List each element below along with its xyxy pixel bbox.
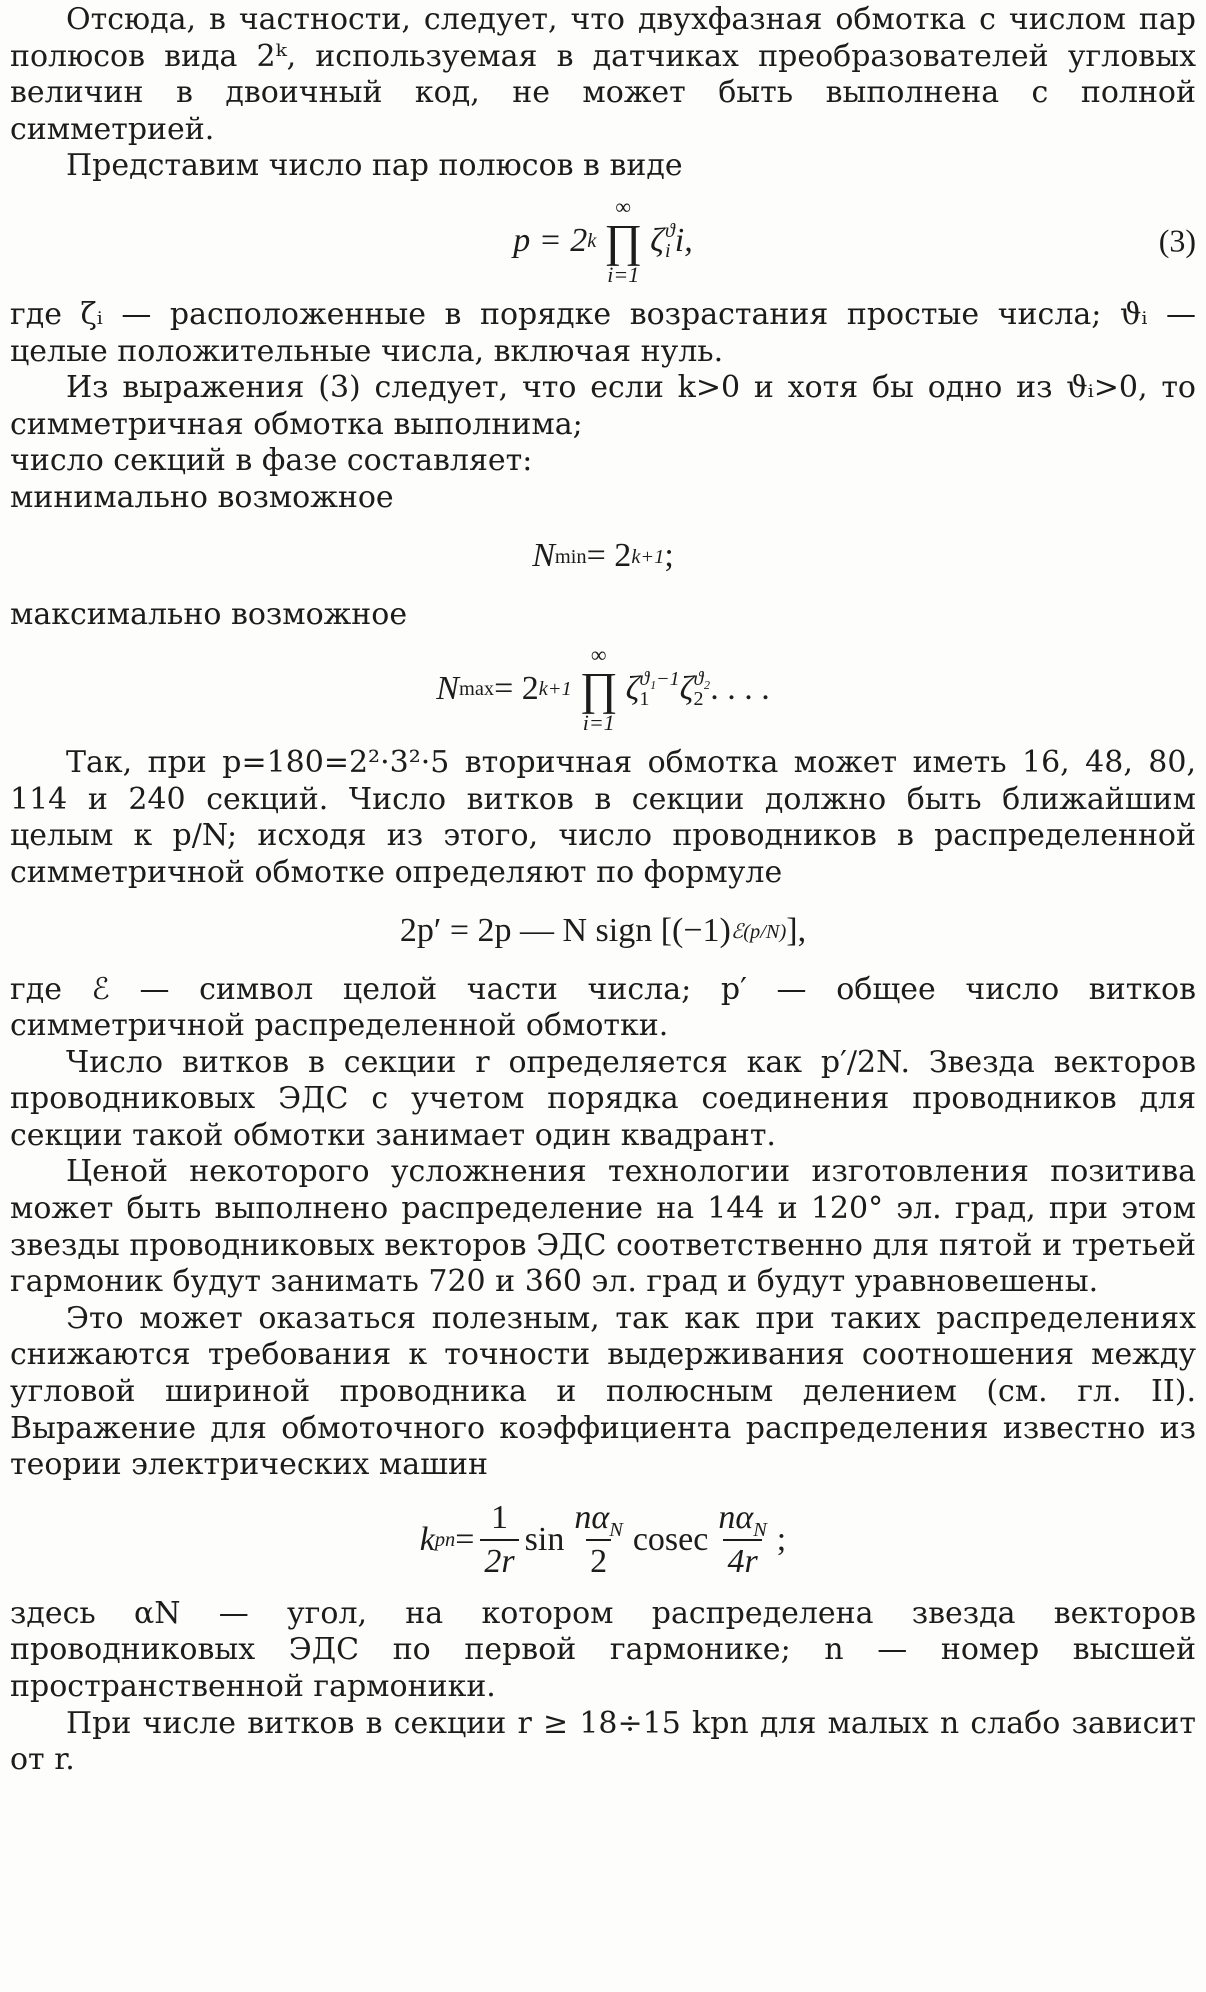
- eq3-product-lower: i=1: [607, 261, 640, 287]
- kpn-end: ;: [776, 1520, 787, 1558]
- kpn-fraction-2-num-text: nα: [574, 1499, 610, 1537]
- nmax-zeta-1-sup: ϑ₁−1: [639, 668, 680, 691]
- kpn-eq: =: [455, 1520, 475, 1558]
- kpn-fraction-2-num-sub: N: [609, 1519, 623, 1542]
- paragraph-3: где ζᵢ — расположенные в порядке возрастания простые числа; ϑᵢ — целые положительные числа, включая нуль.: [10, 296, 1196, 369]
- kpn-cosec: cosec: [632, 1520, 709, 1558]
- equation-kpn-body: k pn = $\frac{1}{2r}$ sin $\frac{n\alpha_N}{2}$ cosec $\frac{n\alpha_N}{4r}$ ;: [419, 1499, 787, 1580]
- kpn-fraction-3-num: [714, 1499, 770, 1542]
- nmax-base: N: [436, 669, 459, 707]
- kpn-fraction-2-num: [570, 1499, 626, 1542]
- equation-number: (3): [1158, 222, 1196, 259]
- nmin-base: N: [532, 537, 555, 575]
- eq3-product: [604, 193, 643, 287]
- equation-nmax: [10, 633, 1196, 745]
- equation-3: [10, 185, 1196, 297]
- eq3-zeta: ζ: [650, 221, 664, 259]
- paragraph-5: число секций в фазе составляет:: [10, 443, 533, 479]
- eq2p-end: ],: [786, 912, 807, 950]
- paragraph-8: Так, при p=180=2²·3²·5 вторичная обмотка может иметь 16, 48, 80, 114 и 240 секций. Число витков в секции должно быть ближайшим целым к p/N; исходя из этого, число проводников в распределенной симметричной обмотке определяют по формуле: [10, 745, 1196, 890]
- paragraph-12: Это может оказаться полезным, так как при таких распределениях снижаются требования к точности выдерживания соотношения между угловой шириной проводника и полюсным делением (см. гл. II). Выражение для обмоточного коэффициента распределения известно из теории электрических машин: [10, 1300, 1196, 1483]
- paragraph-7: максимально возможное: [10, 596, 408, 632]
- paragraph-11: Ценой некоторого усложнения технологии изготовления позитива может быть выполнено распределение на 144 и 120° эл. град, при этом звезды проводниковых векторов ЭДС соответственно для пятой и третьей гармоник будут занимать 720 и 360 эл. град и будут уравновешены.: [10, 1154, 1196, 1300]
- nmax-zeta-1: ζ: [625, 669, 640, 707]
- eq3-tail: i,: [674, 221, 693, 259]
- paragraph-13: здесь αN — угол, на котором распределена звезда векторов проводниковых ЭДС по первой гармонике; n — номер высшей пространственной гармоники.: [10, 1595, 1196, 1704]
- kpn-fraction-2-den: 2: [586, 1539, 611, 1580]
- nmax-product-upper: ∞: [590, 642, 607, 668]
- paragraph-1: Отсюда, в частности, следует, что двухфазная обмотка с числом пар полюсов вида 2ᵏ, используемая в датчиках преобразователей угловых величин в двоичный код, не может быть выполнена с полной симметрией.: [10, 2, 1196, 147]
- nmax-zeta-2-indices: [693, 669, 710, 709]
- nmax-product-lower: i=1: [582, 710, 615, 736]
- paragraph-6: минимально возможное: [10, 479, 394, 515]
- nmax-zeta-2: ζ: [679, 669, 694, 707]
- kpn-sin: sin: [524, 1520, 565, 1558]
- eq3-product-upper: ∞: [615, 193, 632, 219]
- kpn-fraction-2: [570, 1499, 626, 1580]
- nmax-mid: = 2: [494, 669, 539, 707]
- eq3-zeta-sub: i: [664, 239, 671, 262]
- paragraph-14: При числе витков в секции r ≥ 18÷15 kpn для малых n слабо зависит от r.: [10, 1705, 1196, 1778]
- kpn-fraction-1: [480, 1499, 518, 1580]
- kpn-fraction-3-num-sub: N: [753, 1519, 767, 1542]
- equation-kpn: [10, 1484, 1196, 1596]
- nmax-zeta-2-sup: ϑ₂: [693, 668, 711, 691]
- kpn-lhs: k: [419, 1520, 435, 1558]
- equation-2p: [10, 892, 1196, 972]
- paragraph-10: Число витков в секции r определяется как p′/2N. Звезда векторов проводниковых ЭДС с учетом порядка соединения проводников для секции такой обмотки занимает один квадрант.: [10, 1044, 1196, 1153]
- eq3-zeta-indices: [665, 221, 675, 261]
- equation-nmin: [10, 517, 1196, 597]
- eq2p-lhs: 2p′ = 2p — N sign [(−1): [399, 912, 731, 950]
- nmax-zeta-2-sub: 2: [693, 688, 704, 711]
- paragraph-4: Из выражения (3) следует, что если k>0 и хотя бы одно из ϑᵢ>0, то симметричная обмотка выполнима;: [10, 370, 1196, 442]
- paragraph-9: где ℰ — символ целой части числа; p′ — общее число витков симметричной распределенной обмотки.: [10, 971, 1196, 1044]
- kpn-fraction-1-den: 2r: [480, 1539, 518, 1580]
- kpn-fraction-1-num: 1: [491, 1499, 509, 1537]
- nmax-tail: . . . .: [710, 669, 770, 707]
- kpn-fraction-3-num-text: nα: [718, 1499, 754, 1537]
- equation-3-body: p = 2 k ∞ ∏ i=1 ζ ϑ i i,: [513, 193, 693, 287]
- nmin-end: ;: [664, 537, 674, 575]
- product-symbol: ∏: [579, 663, 618, 715]
- equation-2p-body: 2p′ = 2p — N sign [(−1) ℰ(p/N) ],: [399, 912, 807, 950]
- eq3-zeta-sup: ϑ: [664, 219, 675, 242]
- nmin-mid: = 2: [586, 537, 632, 575]
- nmax-zeta-1-indices: [639, 669, 679, 709]
- kpn-fraction-3-den: 4r: [723, 1539, 761, 1580]
- nmax-product: [580, 644, 618, 734]
- kpn-fraction-3: [714, 1499, 770, 1580]
- nmax-zeta-1-sub: 1: [639, 688, 650, 711]
- equation-nmin-body: N min = 2 k+1 ;: [532, 537, 674, 575]
- paragraph-2: Представим число пар полюсов в виде: [66, 148, 683, 184]
- eq3-lhs: p = 2: [513, 221, 588, 259]
- product-symbol: ∏: [604, 214, 643, 266]
- equation-nmax-body: N max = 2 k+1 ∞ ∏ i=1 ζ ϑ₁−1 1 ζ ϑ₂ 2 . . . .: [436, 642, 770, 736]
